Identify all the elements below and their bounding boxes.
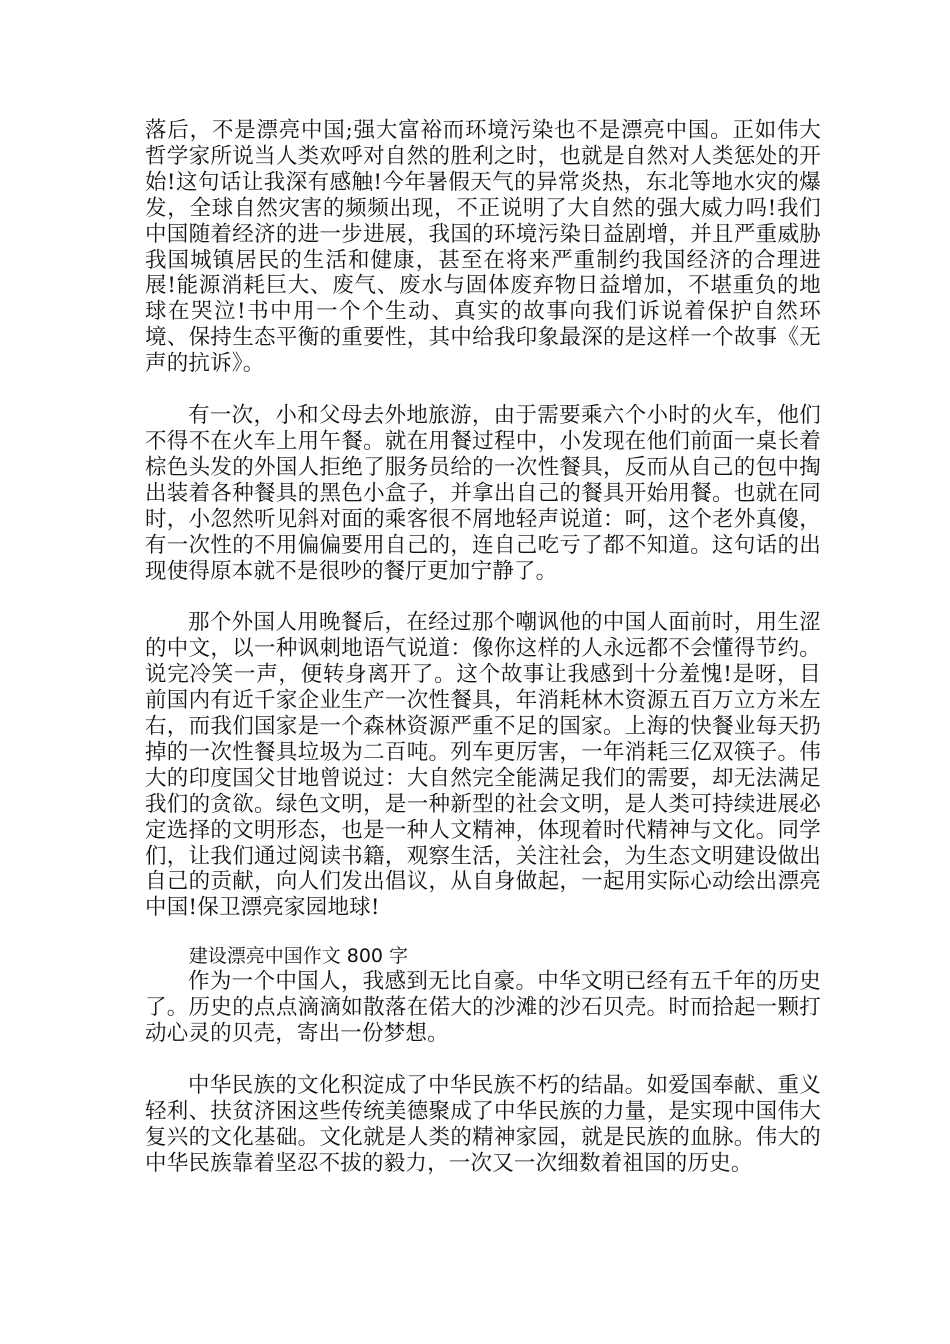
paragraph-gap [145, 377, 821, 403]
paragraph-1: 落后，不是漂亮中国;强大富裕而环境污染也不是漂亮中国。正如伟大哲学家所说当人类欢呼对自然的胜利之时，也就是自然对人类惩处的开始!这句话让我深有感触!今年暑假天气的异常炎热，东北等地水灾的爆发，全球自然灾害的频频出现，不正说明了大自然的强大威力吗!我们中国随着经济的进一步进展，我国的环境污染日益剧增，并且严重威胁我国城镇居民的生活和健康，甚至在将来严重制约我国经济的合理进展!能源消耗巨大、废气、废水与固体废弃物日益增加，不堪重负的地球在哭泣!书中用一个个生动、真实的故事向我们诉说着保护自然环境、保持生态平衡的重要性，其中给我印象最深的是这样一个故事《无声的抗诉》。 [145, 118, 821, 377]
essay-heading: 建设漂亮中国作文 800 字 [188, 945, 409, 968]
paragraph-gap [145, 1047, 821, 1073]
paragraph-4: 作为一个中国人，我感到无比自豪。中华文明已经有五千年的历史了。历史的点点滴滴如散落在偌大的沙滩的沙石贝壳。时而拾起一颗打动心灵的贝壳，寄出一份梦想。 [145, 969, 821, 1047]
document-page [145, 118, 821, 1177]
paragraph-gap [145, 584, 821, 610]
paragraph-5: 中华民族的文化积淀成了中华民族不朽的结晶。如爱国奉献、重义轻利、扶贫济困这些传统美德聚成了中华民族的力量，是实现中国伟大复兴的文化基础。文化就是人类的精神家园，就是民族的血脉。伟大的中华民族靠着坚忍不拔的毅力，一次又一次细数着祖国的历史。 [145, 1073, 821, 1176]
paragraph-2: 有一次，小和父母去外地旅游，由于需要乘六个小时的火车，他们不得不在火车上用午餐。就在用餐过程中，小发现在他们前面一桌长着棕色头发的外国人拒绝了服务员给的一次性餐具，反而从自己的包中掏出装着各种餐具的黑色小盒子，并拿出自己的餐具开始用餐。也就在同时，小忽然听见斜对面的乘客很不屑地轻声说道：呵，这个老外真傻，有一次性的不用偏偏要用自己的，连自己吃亏了都不知道。这句话的出现使得原本就不是很吵的餐厅更加宁静了。 [145, 403, 821, 584]
paragraph-3: 那个外国人用晚餐后，在经过那个嘲讽他的中国人面前时，用生涩的中文，以一种讽刺地语气说道：像你这样的人永远都不会懂得节约。说完冷笑一声，便转身离开了。这个故事让我感到十分羞愧!是呀，目前国内有近千家企业生产一次性餐具，年消耗林木资源五百万立方米左右，而我们国家是一个森林资源严重不足的国家。上海的快餐业每天扔掉的一次性餐具垃圾为二百吨。列车更厉害，一年消耗三亿双筷子。伟大的印度国父甘地曾说过：大自然完全能满足我们的需要，却无法满足我们的贪欲。绿色文明，是一种新型的社会文明，是人类可持续进展必定选择的文明形态，也是一种人文精神，体现着时代精神与文化。同学们，让我们通过阅读书籍，观察生活，关注社会，为生态文明建设做出自己的贡献，向人们发出倡议，从自身做起，一起用实际心动绘出漂亮中国!保卫漂亮家园地球! [145, 610, 821, 921]
paragraph-gap [145, 921, 821, 943]
